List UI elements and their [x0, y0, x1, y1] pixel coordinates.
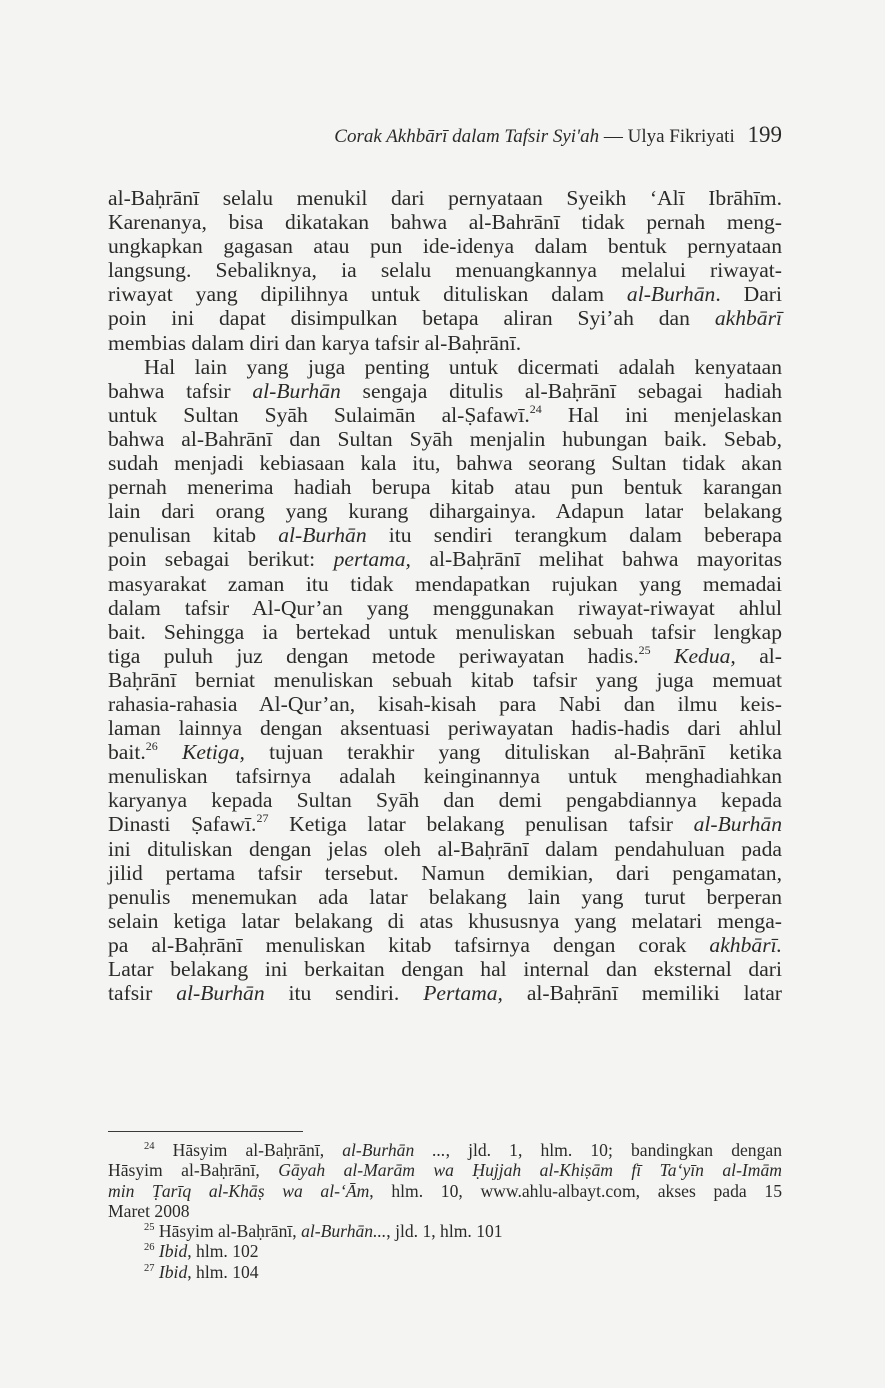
text-line: al-Baḥrānī selalu menukil dari pernyataan Syeikh ‘Alī Ibrāhīm.	[108, 186, 782, 210]
footnote-line: Maret 2008	[108, 1200, 190, 1221]
footnotes	[108, 1140, 782, 1282]
footnote-ref: 27	[256, 811, 269, 826]
text-line: selain ketiga latar belakang di atas khususnya yang melatari menga-	[108, 908, 782, 933]
footnote-line: min Ṭarīq al-Khāṣ wa al-‘Ām, hlm. 10, www.ahlu-albayt.com, akses pada 15	[108, 1180, 782, 1201]
text-line: pa al-Baḥrānī menuliskan kitab tafsirnya dengan corak akhbārī.	[108, 932, 782, 957]
text-line: lain dari orang yang kurang dihargainya. Adapun latar belakang	[108, 499, 782, 524]
footnote-line: Hāsyim al-Baḥrānī, Gāyah al-Marām wa Ḥujjah al-Khiṣām fī Ta‘yīn al-Imām	[108, 1160, 782, 1181]
main-text	[108, 186, 782, 1005]
footnote-ref: 25	[638, 642, 651, 657]
text-line: riwayat yang dipilihnya untuk dituliskan dalam al-Burhān. Dari	[108, 282, 782, 307]
text-line: langsung. Sebaliknya, ia selalu menuangkannya melalui riwayat-	[108, 258, 782, 283]
header-title: Corak Akhbārī dalam Tafsir Syi'ah	[334, 126, 600, 147]
text-line: untuk Sultan Syāh Sulaimān al-Ṣafawī.$^{24}$ Hal ini menjelaskan	[108, 401, 782, 427]
text-line: poin sebagai berikut: pertama, al-Baḥrānī melihat bahwa mayoritas	[108, 547, 783, 572]
text-line: bait. Sehingga ia bertekad untuk menuliskan sebuah tafsir lengkap	[108, 619, 782, 644]
footnote-ref: 24	[529, 401, 542, 416]
text-line: sudah menjadi kebiasaan kala itu, bahwa seorang Sultan tidak akan	[108, 451, 782, 476]
running-header	[0, 122, 782, 148]
footnote-ref: 26	[145, 739, 158, 754]
header-author: — Ulya Fikriyati	[599, 126, 735, 147]
footnote-divider	[108, 1131, 303, 1132]
text-line: penulis menemukan ada latar belakang lain yang turut berperan	[108, 884, 782, 909]
text-line: membias dalam diri dan karya tafsir al-Baḥrānī.	[108, 330, 522, 355]
text-line: penulisan kitab al-Burhān itu sendiri terangkum dalam beberapa	[108, 523, 782, 548]
text-line: tiga puluh juz dengan metode periwayatan hadis.$^{25}$ Kedua, al-	[108, 642, 782, 668]
text-line: Latar belakang ini berkaitan dengan hal internal dan eksternal dari	[108, 957, 782, 981]
text-line: masyarakat zaman itu tidak mendapatkan rujukan yang memadai	[108, 571, 782, 596]
text-line: poin ini dapat disimpulkan betapa aliran Syi’ah dan akhbārī	[108, 306, 782, 331]
text-line: ungkapkan gagasan atau pun ide-idenya dalam bentuk pernyataan	[108, 234, 782, 259]
footnote-27: $^{27}$ Ibid, hlm. 104	[144, 1261, 259, 1282]
text-line: pernah menerima hadiah berupa kitab atau pun bentuk karangan	[108, 475, 782, 500]
text-line: jilid pertama tafsir tersebut. Namun demikian, dari pengamatan,	[108, 860, 782, 885]
text-line: tafsir al-Burhān itu sendiri. Pertama, al-Baḥrānī memiliki latar	[108, 981, 782, 1006]
footnote-24: $^{24}$ Hāsyim al-Baḥrānī, al-Burhān ..., jld. 1, hlm. 10; bandingkan dengan	[144, 1140, 782, 1160]
text-line: rahasia-rahasia Al-Qur’an, kisah-kisah para Nabi dan ilmu keis-	[108, 691, 782, 716]
text-line: Hal lain yang juga penting untuk dicermati adalah kenyataan	[144, 354, 782, 379]
footnote-26: $^{26}$ Ibid, hlm. 102	[144, 1241, 259, 1262]
text-line: bahwa al-Bahrānī dan Sultan Syāh menjalin hubungan baik. Sebab,	[108, 426, 782, 451]
page-number: 199	[747, 122, 782, 147]
footnote-25: $^{25}$ Hāsyim al-Baḥrānī, al-Burhān..., jld. 1, hlm. 101	[144, 1221, 503, 1242]
text-line: ini dituliskan dengan jelas oleh al-Baḥrānī dalam pendahuluan pada	[108, 836, 782, 861]
text-line: Baḥrānī berniat menuliskan sebuah kitab tafsir yang juga memuat	[108, 667, 782, 692]
text-line: Karenanya, bisa dikatakan bahwa al-Bahrānī tidak pernah meng-	[108, 210, 782, 235]
text-line: Dinasti Ṣafawī.$^{27}$ Ketiga latar belakang penulisan tafsir al-Burhān	[108, 811, 782, 837]
text-line: karyanya kepada Sultan Syāh dan demi pengabdiannya kepada	[108, 788, 782, 813]
text-line: laman lainnya dengan aksentuasi periwayatan hadis-hadis dari ahlul	[108, 716, 782, 741]
text-line: dalam tafsir Al-Qur’an yang menggunakan riwayat-riwayat ahlul	[108, 595, 782, 620]
text-line: bahwa tafsir al-Burhān sengaja ditulis al-Baḥrānī sebagai hadiah	[108, 378, 782, 403]
text-line: bait.$^{26}$ Ketiga, tujuan terakhir yang dituliskan al-Baḥrānī ketika	[108, 739, 782, 765]
text-line: menuliskan tafsirnya adalah keinginannya untuk menghadiahkan	[108, 764, 782, 789]
